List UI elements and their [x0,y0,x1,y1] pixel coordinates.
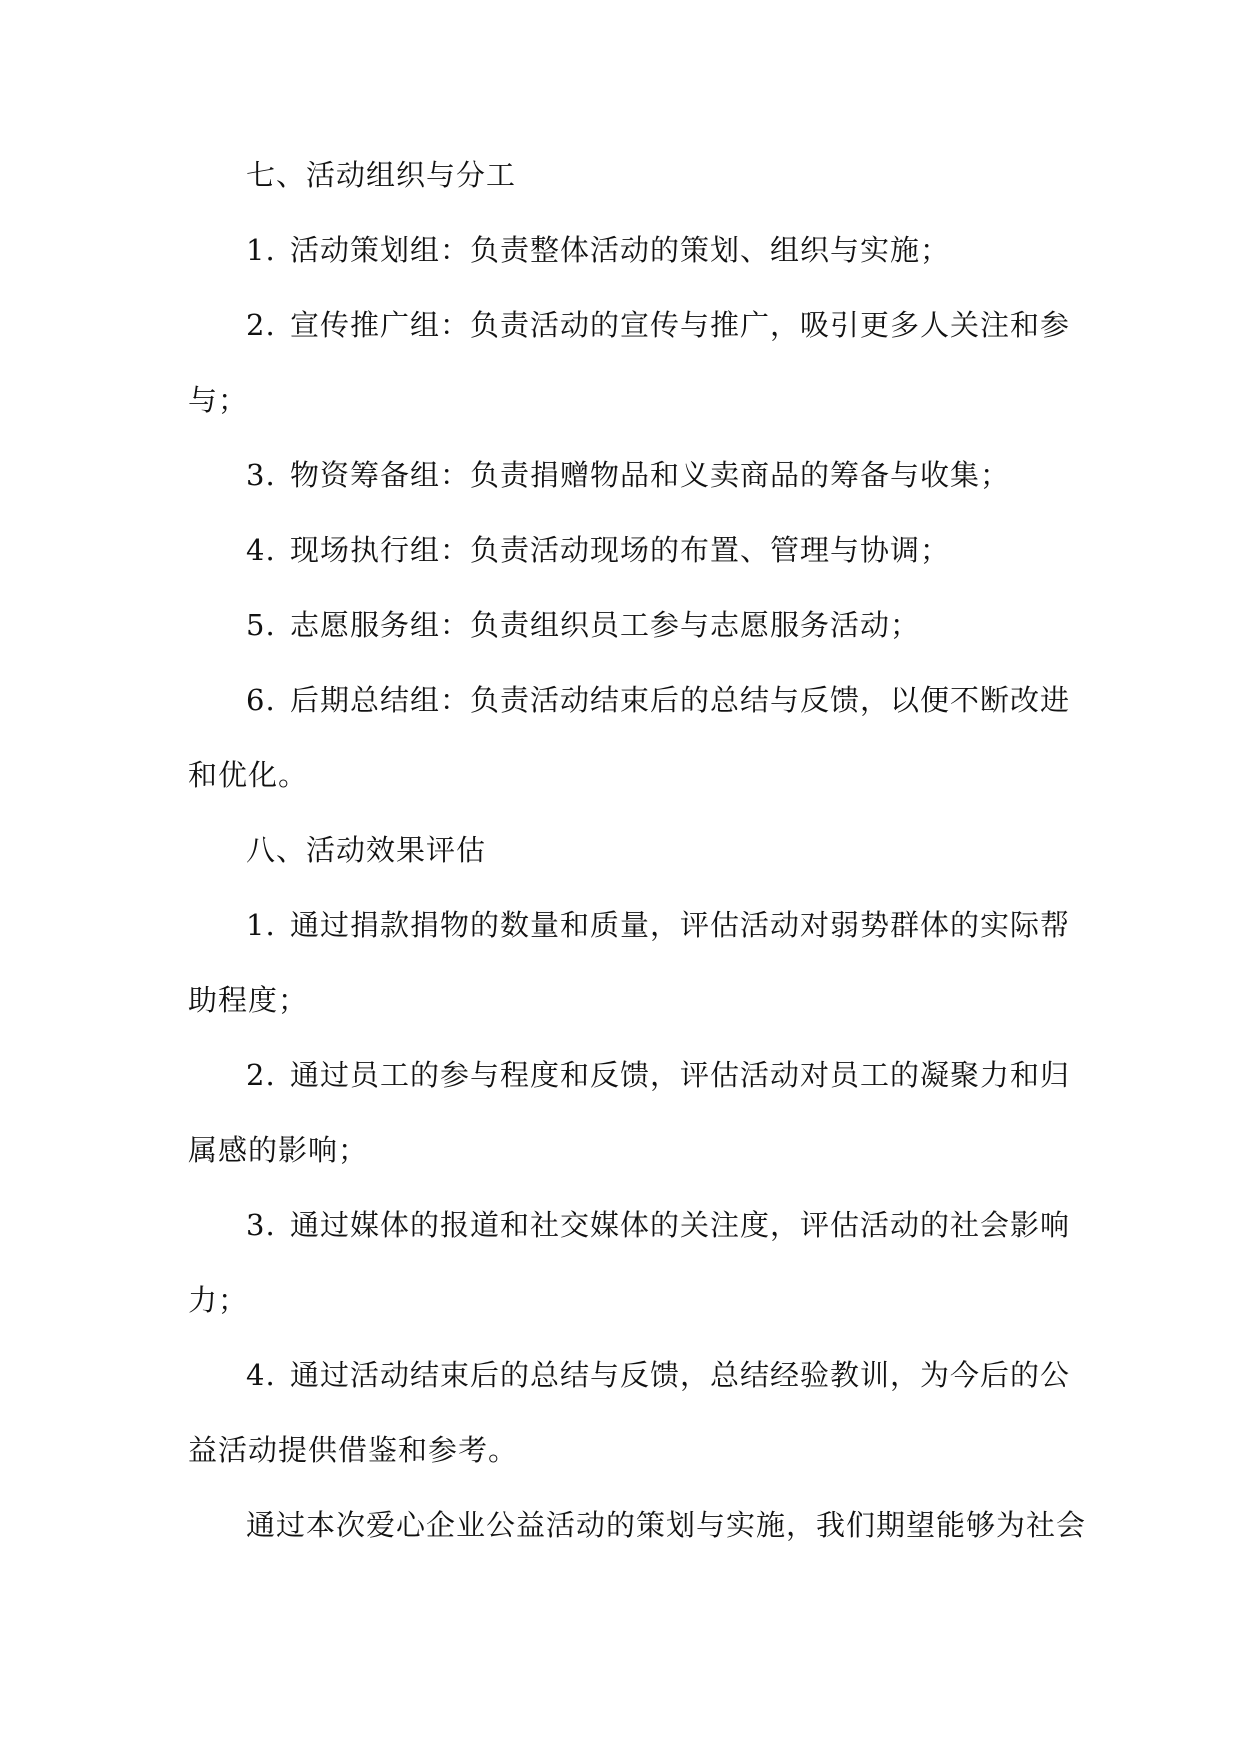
list-item [188,1038,1071,1188]
list-item-line [188,288,1071,363]
list-item-line [188,1038,1071,1113]
list-item [188,1188,1071,1338]
list-item [188,663,1071,813]
list-item-line [188,1338,1071,1413]
list-item-text: 通过员工的参与程度和反馈，评估活动对员工的凝聚力和归 [290,1058,1071,1092]
list-item-number: 2. [246,1058,276,1092]
list-item-text: 宣传推广组：负责活动的宣传与推广，吸引更多人关注和参 [290,308,1071,342]
document-body [188,138,1087,1563]
list-item-text: 志愿服务组：负责组织员工参与志愿服务活动； [290,608,921,642]
list-item [188,888,1071,1038]
section-heading: 八、活动效果评估 [246,833,487,867]
list-item-number: 4. [246,533,276,567]
list-item-line [188,438,1058,513]
list-item-number: 3. [246,1208,276,1242]
list-item-line [188,1188,1071,1263]
list-item-number: 1. [246,908,276,942]
list-item-text: 活动策划组：负责整体活动的策划、组织与实施； [290,233,951,267]
list-item [188,588,1058,663]
list-item-number: 3. [246,458,276,492]
list-item [188,513,1058,588]
list-item-line [188,513,1058,588]
list-item [188,213,1058,288]
list-item-line [188,663,1071,738]
list-item-text: 通过活动结束后的总结与反馈，总结经验教训，为今后的公 [290,1358,1071,1392]
list-item-line [188,888,1071,963]
list-item [188,1338,1071,1488]
list-item-continuation: 属感的影响； [188,1133,369,1167]
list-item-text: 后期总结组：负责活动结束后的总结与反馈，以便不断改进 [290,683,1071,717]
list-item-text: 通过媒体的报道和社交媒体的关注度，评估活动的社会影响 [290,1208,1071,1242]
list-item-number: 2. [246,308,276,342]
list-item-continuation: 和优化。 [188,758,309,792]
list-item-text: 物资筹备组：负责捐赠物品和义卖商品的筹备与收集； [290,458,1011,492]
list-item-text: 通过捐款捐物的数量和质量，评估活动对弱势群体的实际帮 [290,908,1071,942]
list-item-continuation: 益活动提供借鉴和参考。 [188,1433,519,1467]
closing-paragraph: 通过本次爱心企业公益活动的策划与实施，我们期望能够为社会 [246,1508,1087,1542]
list-item [188,438,1058,513]
list-item-continuation: 力； [188,1283,249,1317]
list-item-text: 现场执行组：负责活动现场的布置、管理与协调； [290,533,951,567]
list-item-number: 6. [246,683,276,717]
list-item [188,288,1071,438]
list-item-number: 1. [246,233,276,267]
list-item-line [188,588,1058,663]
list-item-number: 4. [246,1358,276,1392]
list-item-continuation: 与； [188,383,249,417]
list-item-number: 5. [246,608,276,642]
section-heading: 七、活动组织与分工 [246,158,517,192]
list-item-line [188,213,1058,288]
list-item-continuation: 助程度； [188,983,309,1017]
